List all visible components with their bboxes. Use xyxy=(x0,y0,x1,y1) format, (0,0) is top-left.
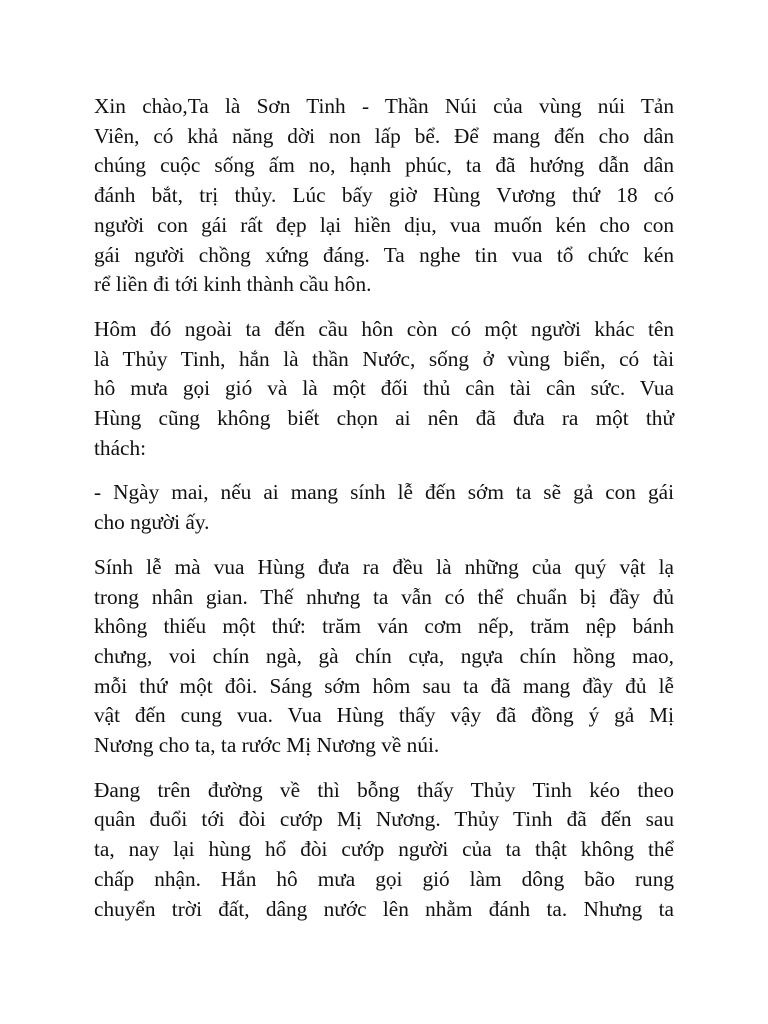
text-line: cho người ấy. xyxy=(94,510,210,535)
text-line: người con gái rất đẹp lại hiền dịu, vua muốn kén cho con xyxy=(94,212,674,237)
text-line: chuyển trời đất, dâng nước lên nhằm đánh ta. Nhưng ta xyxy=(94,896,674,921)
text-line: chúng cuộc sống ấm no, hạnh phúc, ta đã hướng dẫn dân xyxy=(94,153,674,178)
text-line: chấp nhận. Hắn hô mưa gọi gió làm dông bão rung xyxy=(94,866,674,891)
text-line: mỗi thứ một đôi. Sáng sớm hôm sau ta đã mang đầy đủ lễ xyxy=(94,673,674,698)
text-line: là Thủy Tinh, hắn là thần Nước, sống ở vùng biển, có tài xyxy=(94,346,674,371)
paragraph-3 xyxy=(94,478,674,537)
text-line: Viên, có khả năng dời non lấp bể. Để mang đến cho dân xyxy=(94,123,674,148)
text-line: - Ngày mai, nếu ai mang sính lễ đến sớm ta sẽ gả con gái xyxy=(94,480,674,505)
text-line: Xin chào,Ta là Sơn Tinh - Thần Núi của vùng núi Tản xyxy=(94,94,674,118)
text-line: Sính lễ mà vua Hùng đưa ra đều là những của quý vật lạ xyxy=(94,554,674,579)
text-line: chưng, voi chín ngà, gà chín cựa, ngựa chín hồng mao, xyxy=(94,643,674,668)
text-line: trong nhân gian. Thế nhưng ta vẫn có thể chuẩn bị đầy đủ xyxy=(94,584,674,609)
text-line: Hôm đó ngoài ta đến cầu hôn còn có một người khác tên xyxy=(94,316,674,341)
text-line: quân đuổi tới đòi cướp Mị Nương. Thủy Tinh đã đến sau xyxy=(94,807,674,832)
paragraph-4 xyxy=(94,553,674,761)
text-line: hô mưa gọi gió và là một đối thủ cân tài cân sức. Vua xyxy=(94,376,674,401)
text-line: Đang trên đường về thì bỗng thấy Thủy Tinh kéo theo xyxy=(94,777,674,802)
paragraph-1 xyxy=(94,92,674,300)
text-line: ta, nay lại hùng hổ đòi cướp người của ta thật không thể xyxy=(94,837,674,862)
text-line: Hùng cũng không biết chọn ai nên đã đưa ra một thử xyxy=(94,406,674,431)
paragraph-5 xyxy=(94,776,674,925)
text-line: vật đến cung vua. Vua Hùng thấy vậy đã đồng ý gả Mị xyxy=(94,703,674,728)
document-body xyxy=(94,92,674,939)
text-line: không thiếu một thứ: trăm ván cơm nếp, trăm nệp bánh xyxy=(94,614,674,639)
paragraph-2 xyxy=(94,315,674,464)
text-line: Nương cho ta, ta rước Mị Nương về núi. xyxy=(94,733,440,758)
text-line: thách: xyxy=(94,435,147,460)
text-line: gái người chồng xứng đáng. Ta nghe tin vua tổ chức kén xyxy=(94,242,674,267)
text-line: rể liền đi tới kinh thành cầu hôn. xyxy=(94,272,372,297)
text-line: đánh bắt, trị thủy. Lúc bấy giờ Hùng Vương thứ 18 có xyxy=(94,183,674,208)
